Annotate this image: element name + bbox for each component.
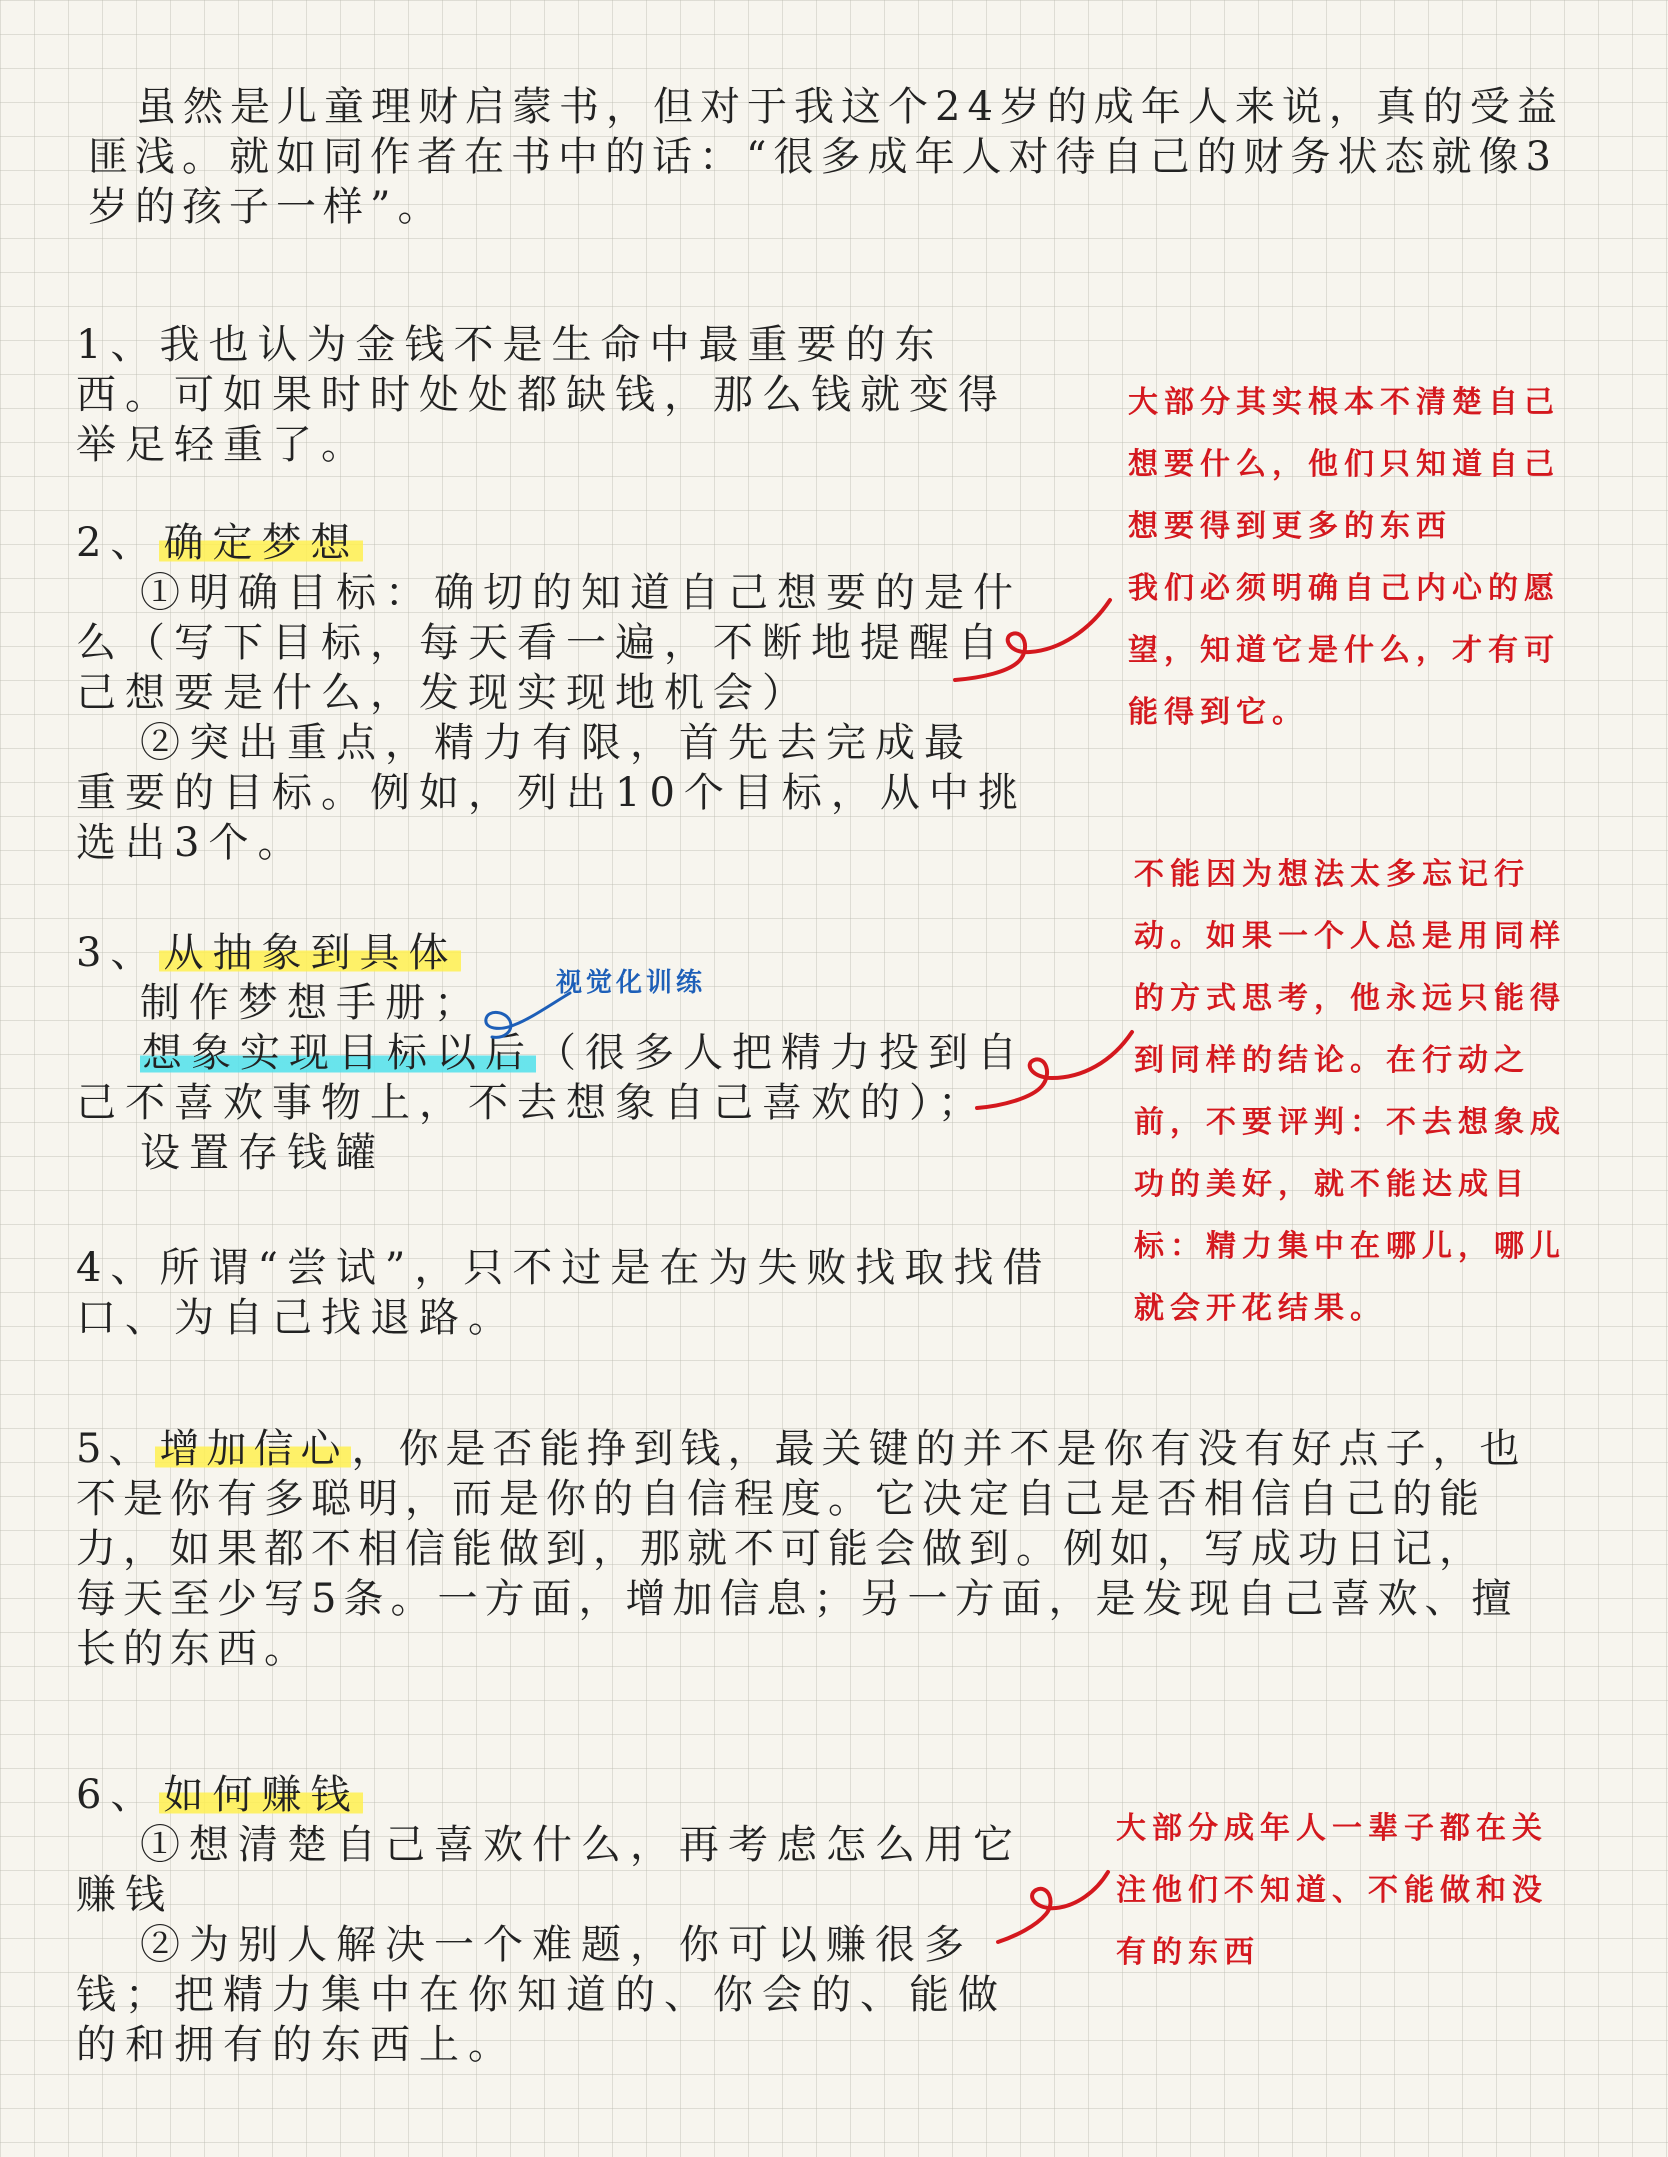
red-squiggle-arrow-icon — [996, 1862, 1116, 1962]
section-3-number: 3、 — [76, 930, 160, 976]
section-2-line-1: ①明确目标：确切的知道自己想要的是什 — [140, 570, 1022, 616]
section-5-line-3: 每天至少写5条。一方面，增加信息；另一方面，是发现自己喜欢、擅 — [76, 1576, 1519, 1622]
side-note-2-line: 的方式思考，他永远只能得 — [1134, 981, 1566, 1016]
intro-line-1: 虽然是儿童理财启蒙书，但对于我这个24岁的成年人来说，真的受益 — [136, 84, 1564, 130]
side-note-1-line: 我们必须明确自己内心的愿 — [1128, 571, 1560, 606]
side-note-3-line: 大部分成年人一辈子都在关 — [1116, 1811, 1548, 1846]
section-2-line-2: 么（写下目标，每天看一遍，不断地提醒自 — [76, 620, 1007, 666]
section-2-line-5: 重要的目标。例如，列出10个目标，从中挑 — [76, 770, 1027, 816]
section-6-heading — [76, 1770, 1022, 1820]
side-note-3 — [1116, 1798, 1548, 1984]
section-2-line-4: ②突出重点，精力有限，首先去完成最 — [140, 720, 973, 766]
intro-paragraph — [88, 82, 1564, 232]
section-5-line-1: 不是你有多聪明，而是你的自信程度。它决定自己是否相信自己的能 — [76, 1476, 1486, 1522]
red-squiggle-arrow-icon — [972, 1022, 1142, 1132]
side-note-2 — [1134, 844, 1566, 1340]
intro-line-3: 岁的孩子一样”。 — [88, 184, 445, 230]
side-note-2-line: 就会开花结果。 — [1134, 1291, 1386, 1326]
section-3-title: 从抽象到具体 — [159, 930, 461, 976]
section-6-line-2: 赚钱 — [76, 1872, 174, 1918]
side-note-1-line: 想要什么，他们只知道自己 — [1128, 447, 1560, 482]
section-1 — [76, 320, 1007, 470]
section-5-title: 增加信心 — [155, 1426, 351, 1472]
section-6 — [76, 1770, 1022, 2070]
section-5-heading — [76, 1424, 1526, 1474]
blue-arrow-icon — [470, 985, 580, 1045]
intro-line-2: 匪浅。就如同作者在书中的话：“很多成年人对待自己的财务状态就像3 — [88, 134, 1558, 180]
section-6-title: 如何赚钱 — [159, 1772, 363, 1818]
section-2-line-3: 己想要是什么，发现实现地机会） — [76, 670, 811, 716]
section-1-line-1: 1、我也认为金钱不是生命中最重要的东 — [76, 322, 944, 368]
section-2 — [76, 518, 1027, 868]
side-note-2-line: 前，不要评判：不去想象成 — [1134, 1105, 1566, 1140]
section-2-number: 2、 — [76, 520, 160, 566]
side-note-2-line: 功的美好，就不能达成目 — [1134, 1167, 1530, 1202]
side-note-1-line: 大部分其实根本不清楚自己 — [1128, 385, 1560, 420]
section-4-line-1: 4、所谓“尝试”，只不过是在为失败找取找借 — [76, 1245, 1052, 1291]
side-note-1 — [1128, 372, 1560, 744]
section-5-number: 5、 — [76, 1426, 156, 1472]
section-3-line-4: 设置存钱罐 — [140, 1130, 385, 1176]
section-5-line-4: 长的东西。 — [76, 1626, 311, 1672]
section-2-title: 确定梦想 — [159, 520, 363, 566]
red-squiggle-arrow-icon — [950, 590, 1120, 700]
section-5-line-2: 力，如果都不相信能做到，那就不可能会做到。例如，写成功日记， — [76, 1526, 1486, 1572]
section-5-first-rest: ，你是否能挣到钱，最关键的并不是你有没有好点子，也 — [351, 1426, 1527, 1472]
side-note-2-line: 动。如果一个人总是用同样 — [1134, 919, 1566, 954]
section-3 — [76, 928, 1026, 1178]
section-3-heading — [76, 928, 1026, 978]
side-note-3-line: 注他们不知道、不能做和没 — [1116, 1873, 1548, 1908]
section-4-line-2: 口、为自己找退路。 — [76, 1295, 517, 1341]
section-1-line-3: 举足轻重了。 — [76, 422, 370, 468]
side-note-2-line: 标：精力集中在哪儿，哪儿 — [1134, 1229, 1566, 1264]
section-6-line-3: ②为别人解决一个难题，你可以赚很多 — [140, 1922, 973, 1968]
section-3-line-3: 己不喜欢事物上，不去想象自己喜欢的）； — [76, 1080, 987, 1126]
section-5 — [76, 1424, 1526, 1674]
side-note-1-line: 能得到它。 — [1128, 695, 1308, 730]
side-note-2-line: 不能因为想法太多忘记行 — [1134, 857, 1530, 892]
side-note-1-line: 想要得到更多的东西 — [1128, 509, 1452, 544]
section-3-highlight: 想象实现目标以后 — [142, 1030, 534, 1076]
section-4 — [76, 1243, 1051, 1343]
side-note-3-line: 有的东西 — [1116, 1935, 1260, 1970]
side-note-2-line: 到同样的结论。在行动之 — [1134, 1043, 1530, 1078]
section-3-line-2-rest: （很多人把精力投到自 — [536, 1030, 1026, 1076]
side-note-1-line: 望，知道它是什么，才有可 — [1128, 633, 1560, 668]
section-2-heading — [76, 518, 1027, 568]
section-6-line-4: 钱；把精力集中在你知道的、你会的、能做 — [76, 1972, 1007, 2018]
section-6-line-1: ①想清楚自己喜欢什么，再考虑怎么用它 — [140, 1822, 1022, 1868]
section-6-number: 6、 — [76, 1772, 160, 1818]
section-1-line-2: 西。可如果时时处处都缺钱，那么钱就变得 — [76, 372, 1007, 418]
section-3-line-1: 制作梦想手册； — [140, 980, 483, 1026]
section-2-line-6: 选出3个。 — [76, 820, 307, 866]
section-6-line-5: 的和拥有的东西上。 — [76, 2022, 517, 2068]
visualization-note: 视觉化训练 — [556, 968, 707, 998]
